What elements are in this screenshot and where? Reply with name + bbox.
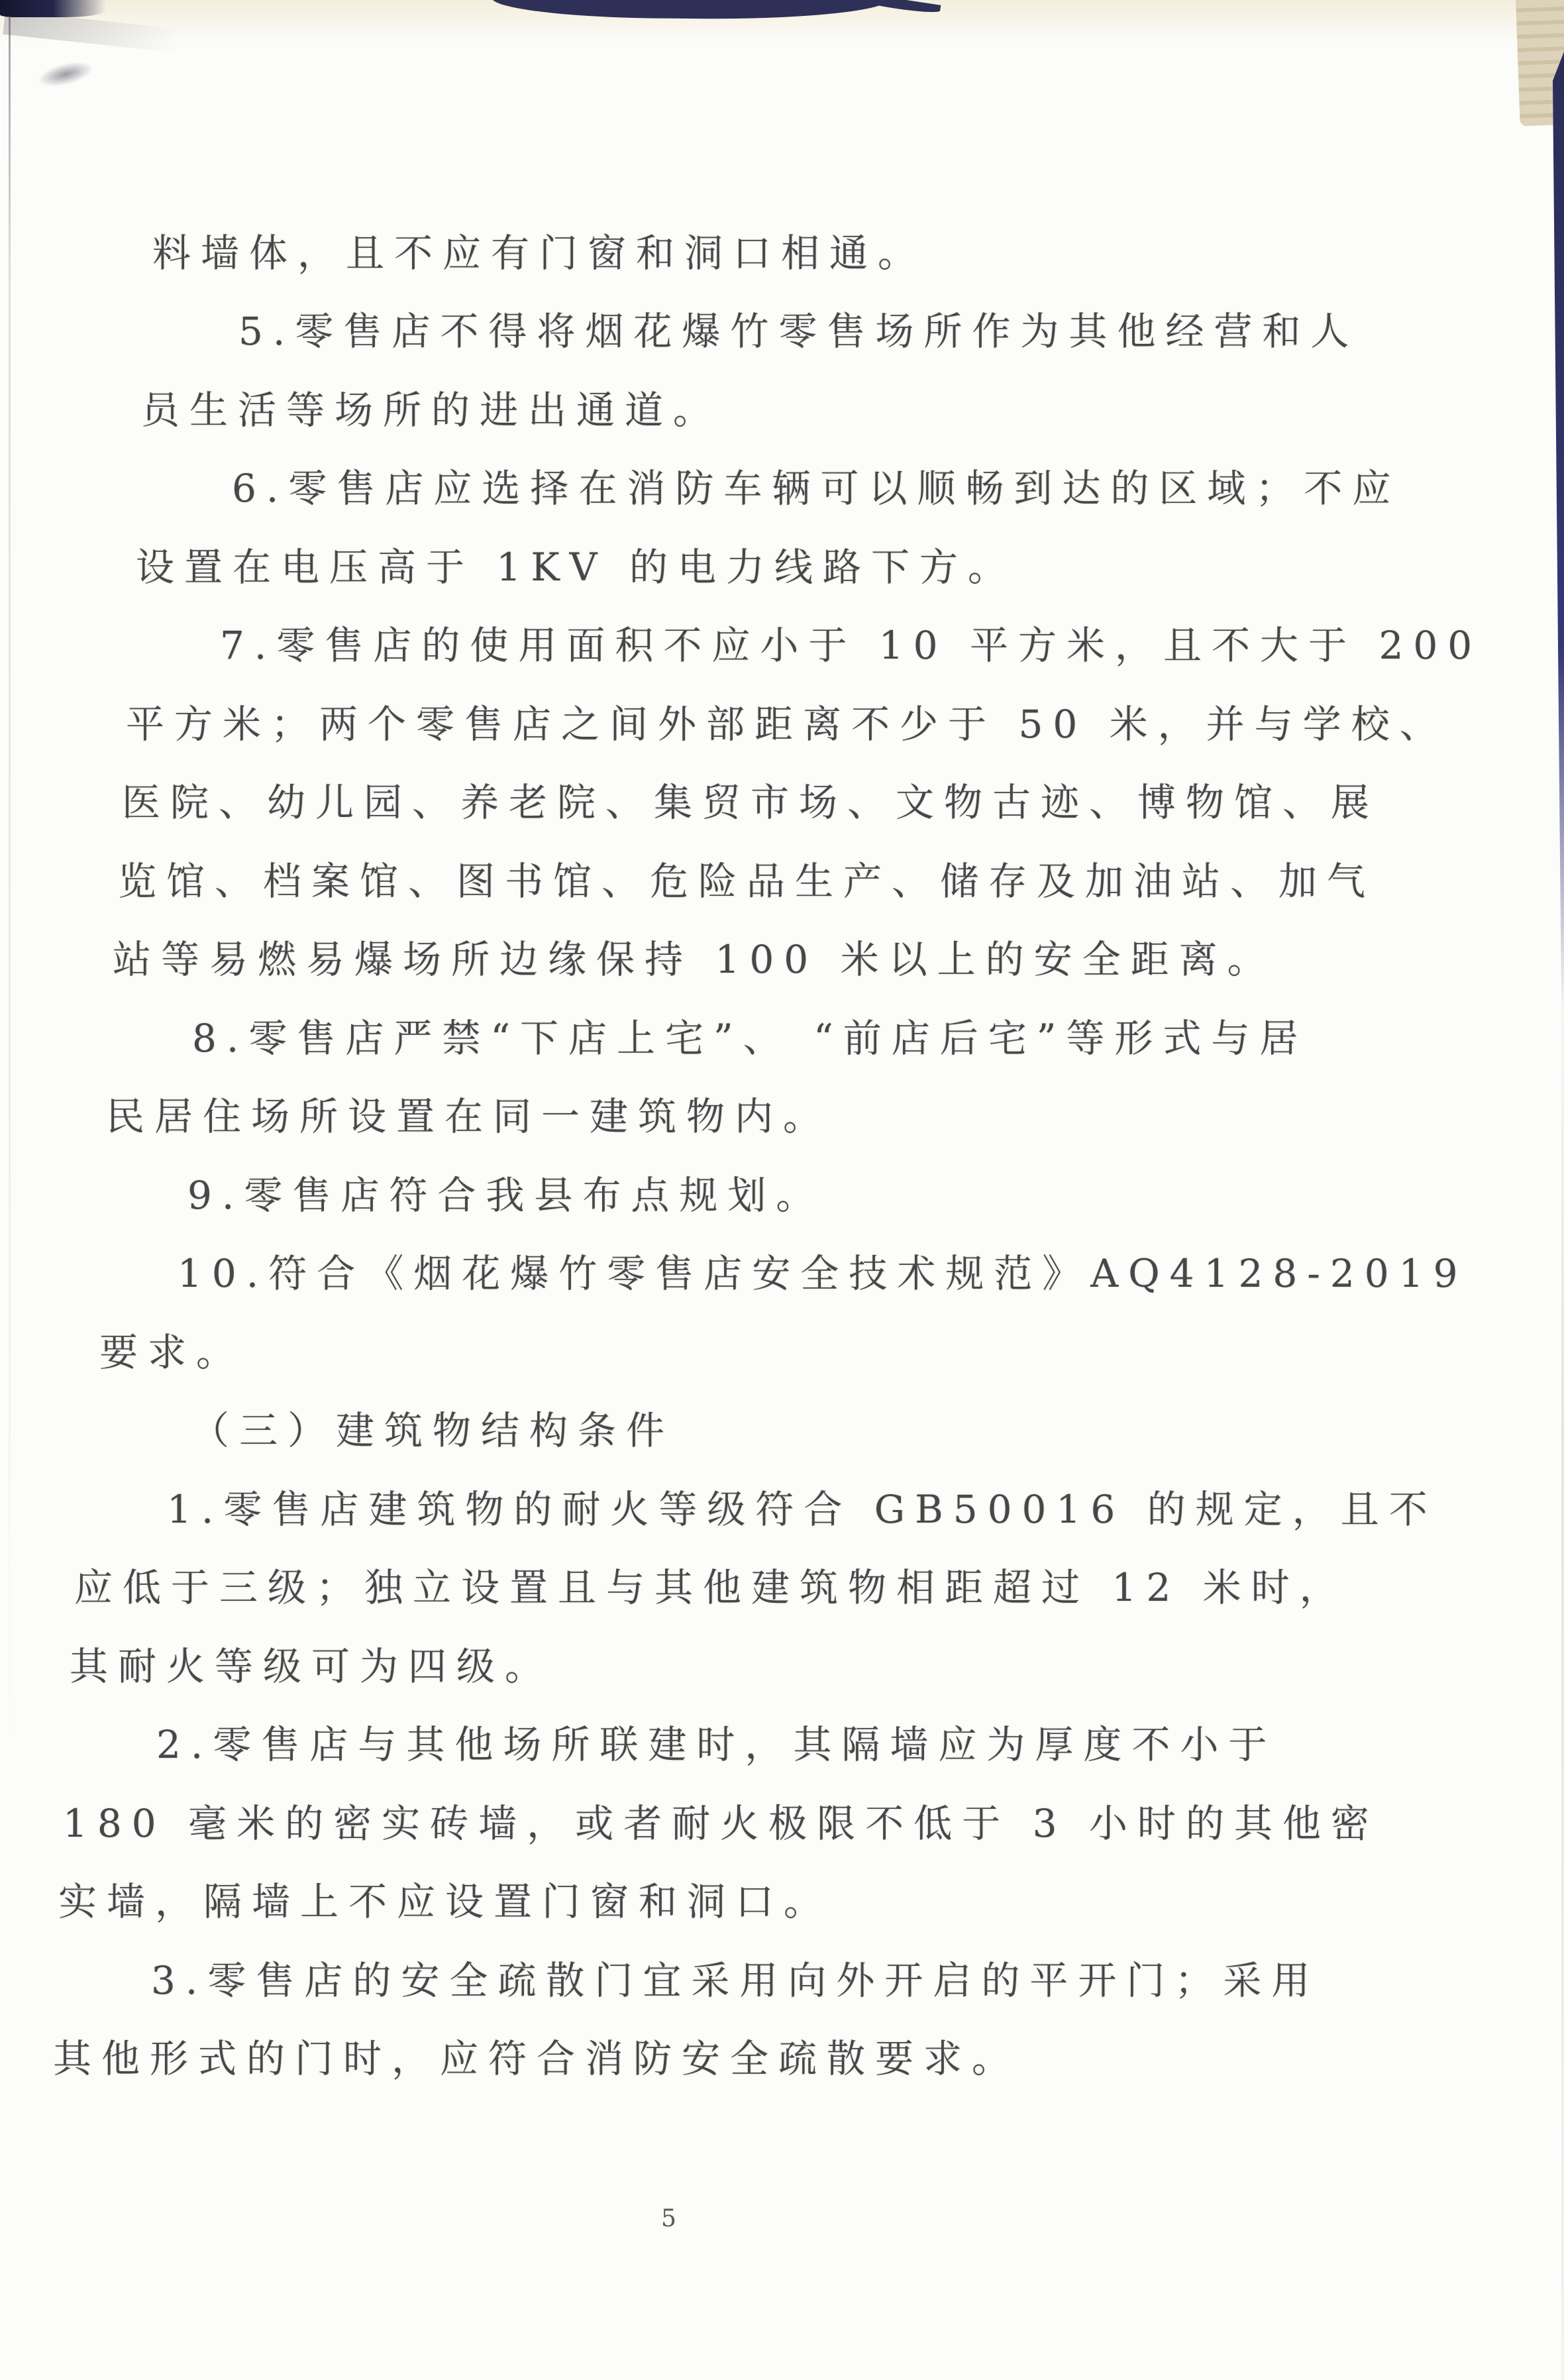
page-number: 5 [661, 2205, 676, 2232]
text-line: 8.零售店严禁“下店上宅”、 “前店后宅”等形式与居 [192, 1016, 1308, 1061]
text-line: 3.零售店的安全疏散门宜采用向外开启的平开门；采用 [151, 1958, 1320, 2003]
text-line: 1.零售店建筑物的耐火等级符合 GB50016 的规定，且不 [167, 1487, 1437, 1532]
text-line: 医院、幼儿园、养老院、集贸市场、文物古迹、博物馆、展 [122, 780, 1380, 825]
text-line: 5.零售店不得将烟花爆竹零售场所作为其他经营和人 [238, 309, 1359, 354]
text-line: 180 毫米的密实砖墙，或者耐火极限不低于 3 小时的其他密 [63, 1801, 1379, 1846]
scan-crease-left [9, 16, 11, 1765]
scan-stain-top-left-corner [0, 0, 106, 17]
scan-right-edge-line [1561, 0, 1564, 2380]
text-line: 9.零售店符合我县布点规划。 [187, 1173, 825, 1218]
text-line: 览馆、档案馆、图书馆、危险品生产、储存及加油站、加气 [118, 859, 1376, 904]
text-line: 10.符合《烟花爆竹零售店安全技术规范》AQ4128-2019 [178, 1251, 1468, 1296]
text-line: 员生活等场所的进出通道。 [141, 388, 722, 433]
text-line: 实墙，隔墙上不应设置门窗和洞口。 [58, 1879, 833, 1924]
text-line: 平方米；两个零售店之间外部距离不少于 50 米，并与学校、 [126, 702, 1448, 747]
text-line: 其耐火等级可为四级。 [70, 1644, 554, 1689]
text-line: 民居住场所设置在同一建筑物内。 [106, 1094, 832, 1139]
text-line: 要求。 [99, 1330, 245, 1375]
text-line: 站等易燃易爆场所边缘保持 100 米以上的安全距离。 [113, 937, 1276, 982]
scan-speck-top-left [35, 57, 95, 91]
section-heading: （三）建筑物结构条件 [191, 1408, 675, 1453]
text-line: 设置在电压高于 1KV 的电力线路下方。 [136, 545, 1016, 590]
text-line: 料墙体，且不应有门窗和洞口相通。 [152, 231, 927, 276]
text-line: 7.零售店的使用面积不应小于 10 平方米，且不大于 200 [220, 623, 1483, 668]
text-line: 6.零售店应选择在消防车辆可以顺畅到达的区域；不应 [232, 466, 1401, 511]
text-line: 其他形式的门时，应符合消防安全疏散要求。 [53, 2036, 1021, 2081]
text-line: 应低于三级；独立设置且与其他建筑物相距超过 12 米时， [74, 1565, 1348, 1610]
text-line: 2.零售店与其他场所联建时，其隔墙应为厚度不小于 [156, 1722, 1277, 1767]
